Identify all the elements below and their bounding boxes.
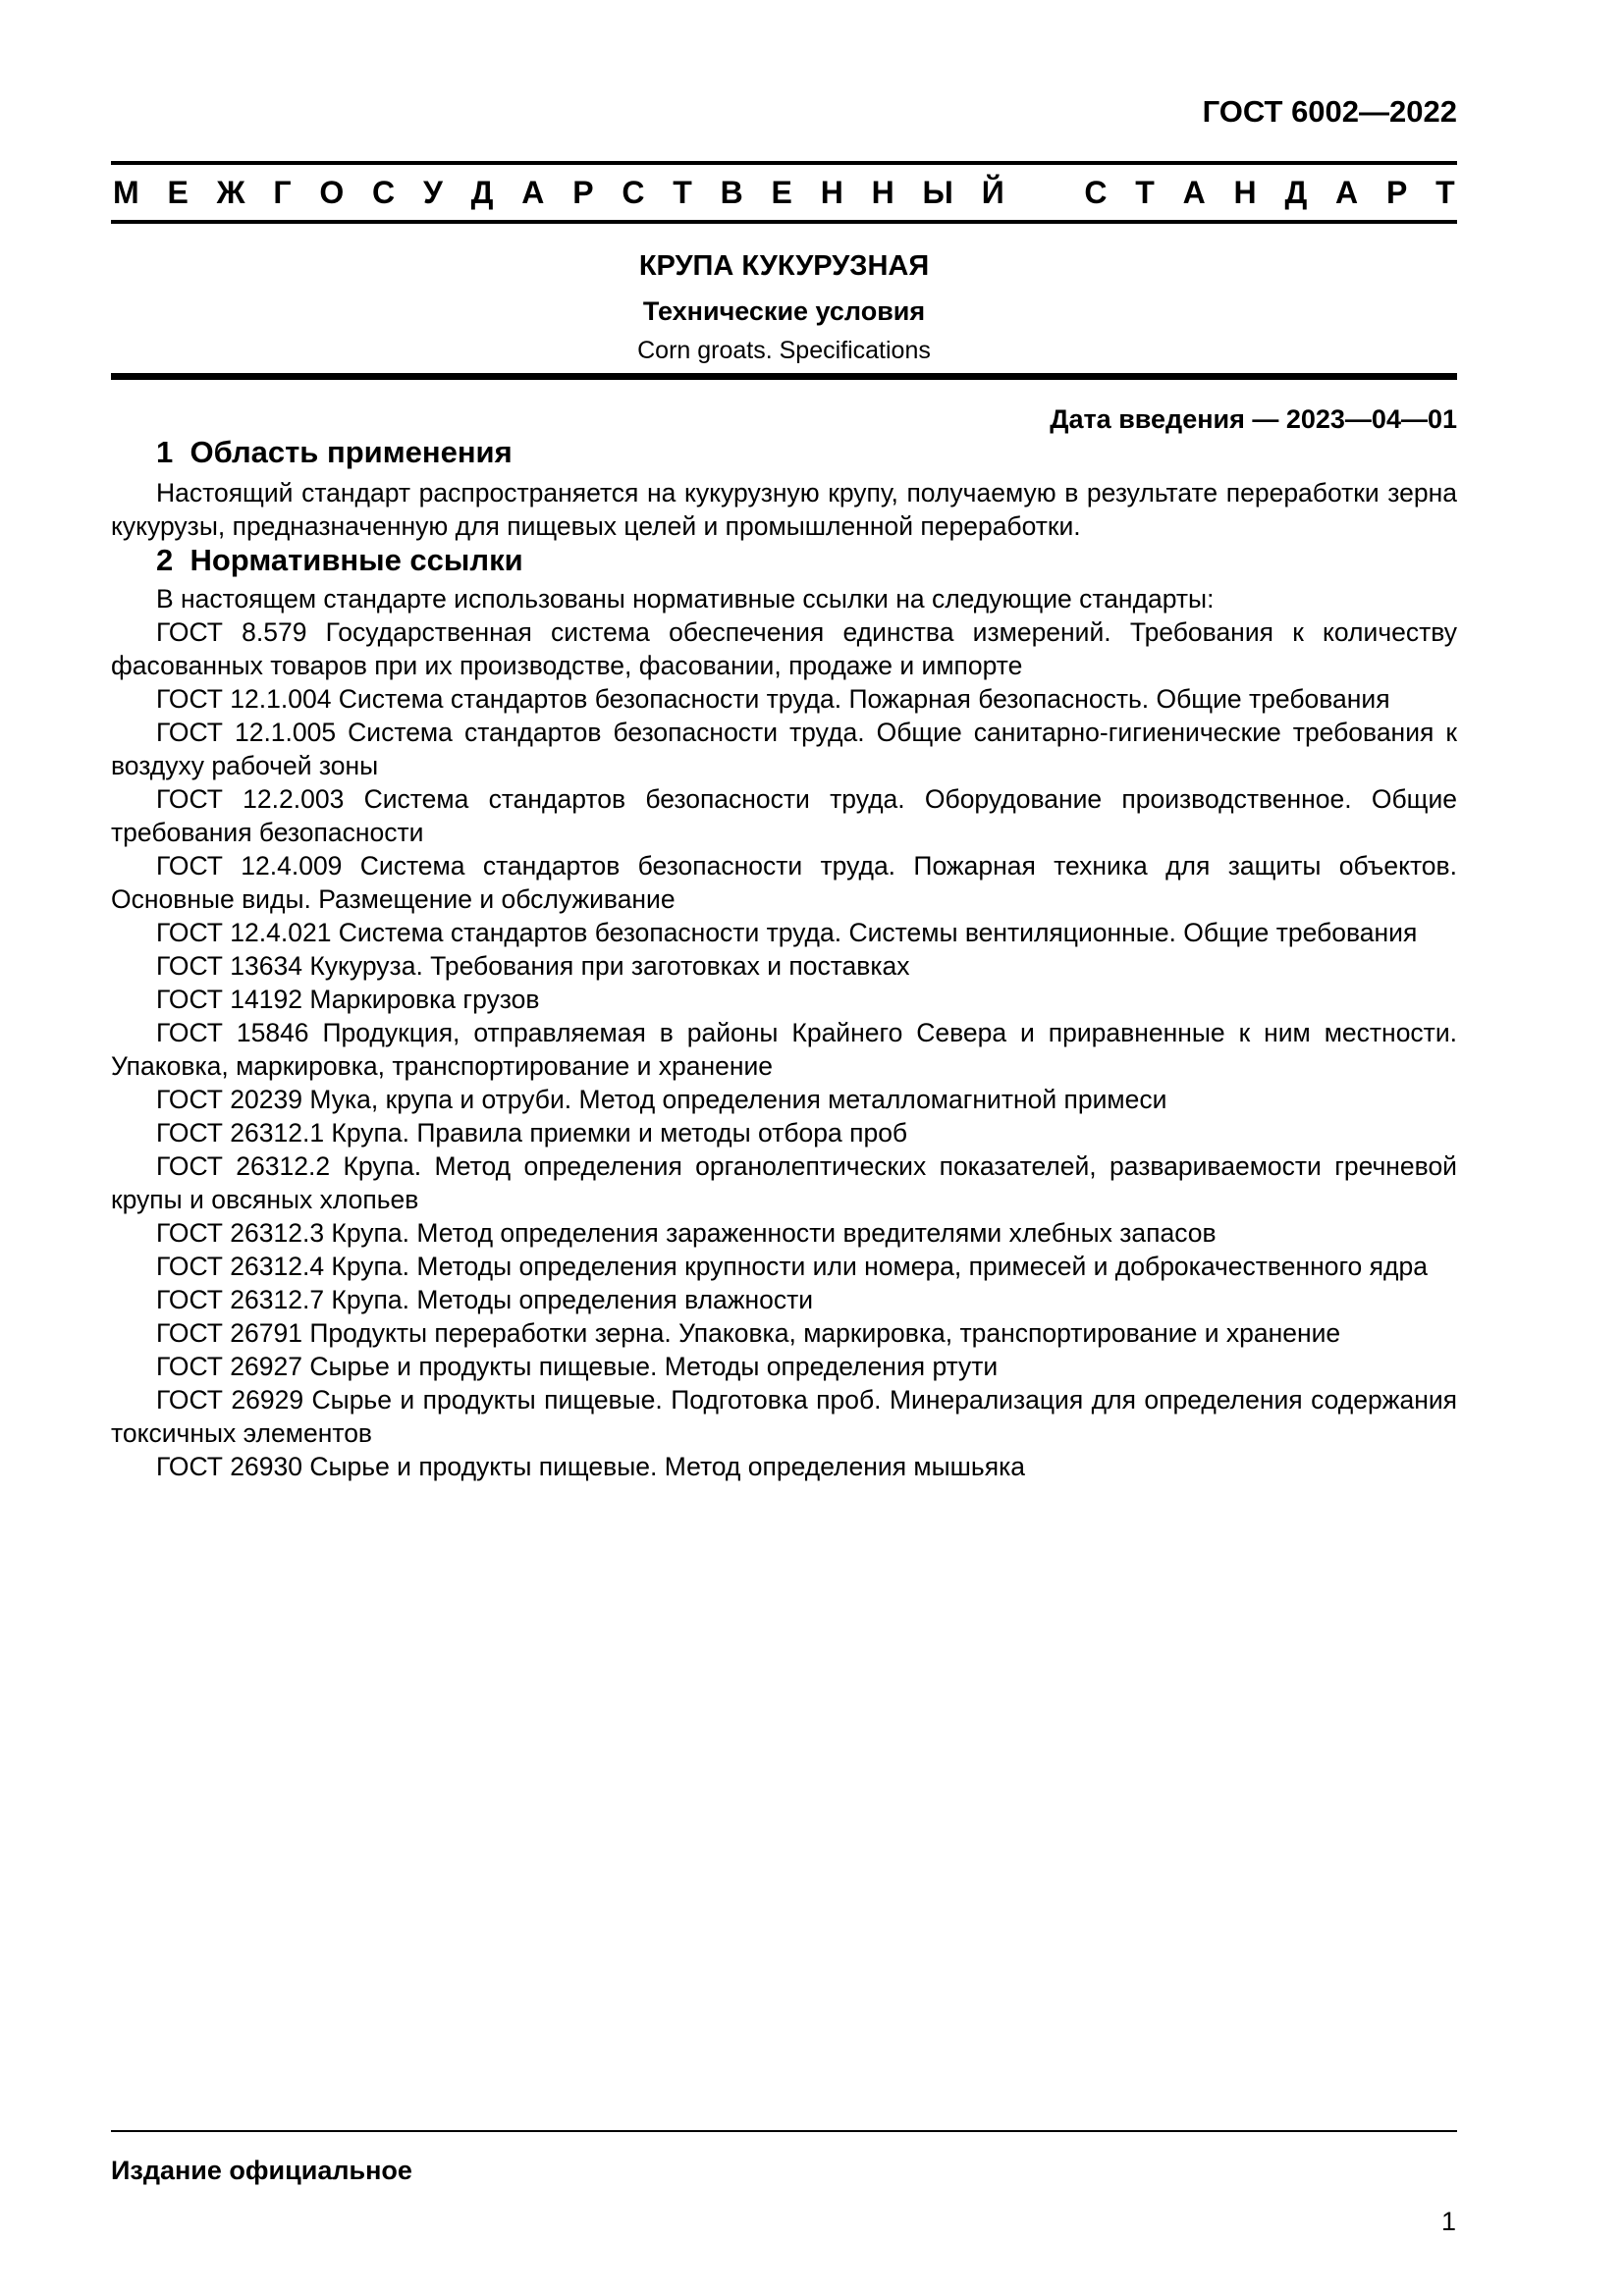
section-1-paragraph: Настоящий стандарт распространяется на кукурузную крупу, получаемую в результате переработки зерна кукурузы, предназначенную для пищевых целей и промышленной переработки.: [111, 478, 1457, 541]
standard-type-text: М Е Ж Г О С У Д А Р С Т В Е Н Н Ы Й С Т А Н Д А Р Т: [113, 175, 1455, 210]
normative-reference: ГОСТ 13634 Кукуруза. Требования при заготовках и поставках: [156, 951, 910, 981]
section-2-body: [111, 582, 1457, 1483]
section-2-heading: 2 Нормативные ссылки: [156, 543, 523, 577]
normative-reference: ГОСТ 12.2.003 Система стандартов безопасности труда. Оборудование производственное. Общие требования безопасности: [111, 784, 1457, 847]
effective-date: Дата введения — 2023—04—01: [1050, 404, 1457, 434]
normative-reference: ГОСТ 26312.3 Крупа. Метод определения зараженности вредителями хлебных запасов: [156, 1218, 1217, 1248]
title-divider-rule: [111, 373, 1457, 380]
normative-reference: ГОСТ 14192 Маркировка грузов: [156, 985, 540, 1014]
title-block: [111, 249, 1457, 365]
doc-code: ГОСТ 6002—2022: [1202, 94, 1457, 129]
normative-reference: ГОСТ 26930 Сырье и продукты пищевые. Метод определения мышьяка: [156, 1452, 1026, 1481]
normative-reference: ГОСТ 26312.4 Крупа. Методы определения крупности или номера, примесей и доброкачественного ядра: [156, 1252, 1428, 1281]
doc-subtitle-english: Corn groats. Specifications: [637, 337, 931, 364]
normative-reference: ГОСТ 12.1.004 Система стандартов безопасности труда. Пожарная безопасность. Общие требования: [156, 684, 1390, 714]
normative-reference: ГОСТ 20239 Мука, крупа и отруби. Метод определения металломагнитной примеси: [156, 1085, 1167, 1114]
normative-reference: ГОСТ 12.4.009 Система стандартов безопасности труда. Пожарная техника для защиты объектов. Основные виды. Размещение и обслуживание: [111, 851, 1457, 914]
page-number: 1: [1440, 2207, 1456, 2236]
section-1-heading: 1 Область применения: [156, 435, 513, 469]
normative-reference-intro: В настоящем стандарте использованы нормативные ссылки на следующие стандарты:: [156, 584, 1215, 614]
normative-reference: ГОСТ 26791 Продукты переработки зерна. Упаковка, маркировка, транспортирование и хранение: [156, 1318, 1341, 1348]
normative-reference: ГОСТ 8.579 Государственная система обеспечения единства измерений. Требования к количеству фасованных товаров при их производстве, фасовании, продаже и импорте: [111, 617, 1457, 680]
document-content: [111, 0, 1457, 1483]
footer-rule: [111, 2130, 1457, 2132]
normative-reference: ГОСТ 26312.1 Крупа. Правила приемки и методы отбора проб: [156, 1118, 908, 1148]
standard-type-banner: [111, 161, 1457, 224]
normative-reference: ГОСТ 26312.7 Крупа. Методы определения влажности: [156, 1285, 814, 1314]
edition-note: Издание официальное: [111, 2156, 412, 2185]
normative-reference: ГОСТ 15846 Продукция, отправляемая в районы Крайнего Севера и приравненные к ним местности. Упаковка, маркировка, транспортирование и хранение: [111, 1018, 1457, 1081]
normative-reference: ГОСТ 12.4.021 Система стандартов безопасности труда. Системы вентиляционные. Общие требования: [156, 918, 1418, 947]
normative-reference: ГОСТ 26312.2 Крупа. Метод определения органолептических показателей, развариваемости гречневой крупы и овсяных хлопьев: [111, 1151, 1457, 1214]
normative-reference: ГОСТ 26929 Сырье и продукты пищевые. Подготовка проб. Минерализация для определения содержания токсичных элементов: [111, 1385, 1457, 1448]
normative-reference: ГОСТ 26927 Сырье и продукты пищевые. Методы определения ртути: [156, 1352, 999, 1381]
doc-subtitle: Технические условия: [642, 296, 926, 326]
doc-title: КРУПА КУКУРУЗНАЯ: [638, 250, 930, 282]
normative-reference: ГОСТ 12.1.005 Система стандартов безопасности труда. Общие санитарно-гигиенические требования к воздуху рабочей зоны: [111, 718, 1457, 780]
